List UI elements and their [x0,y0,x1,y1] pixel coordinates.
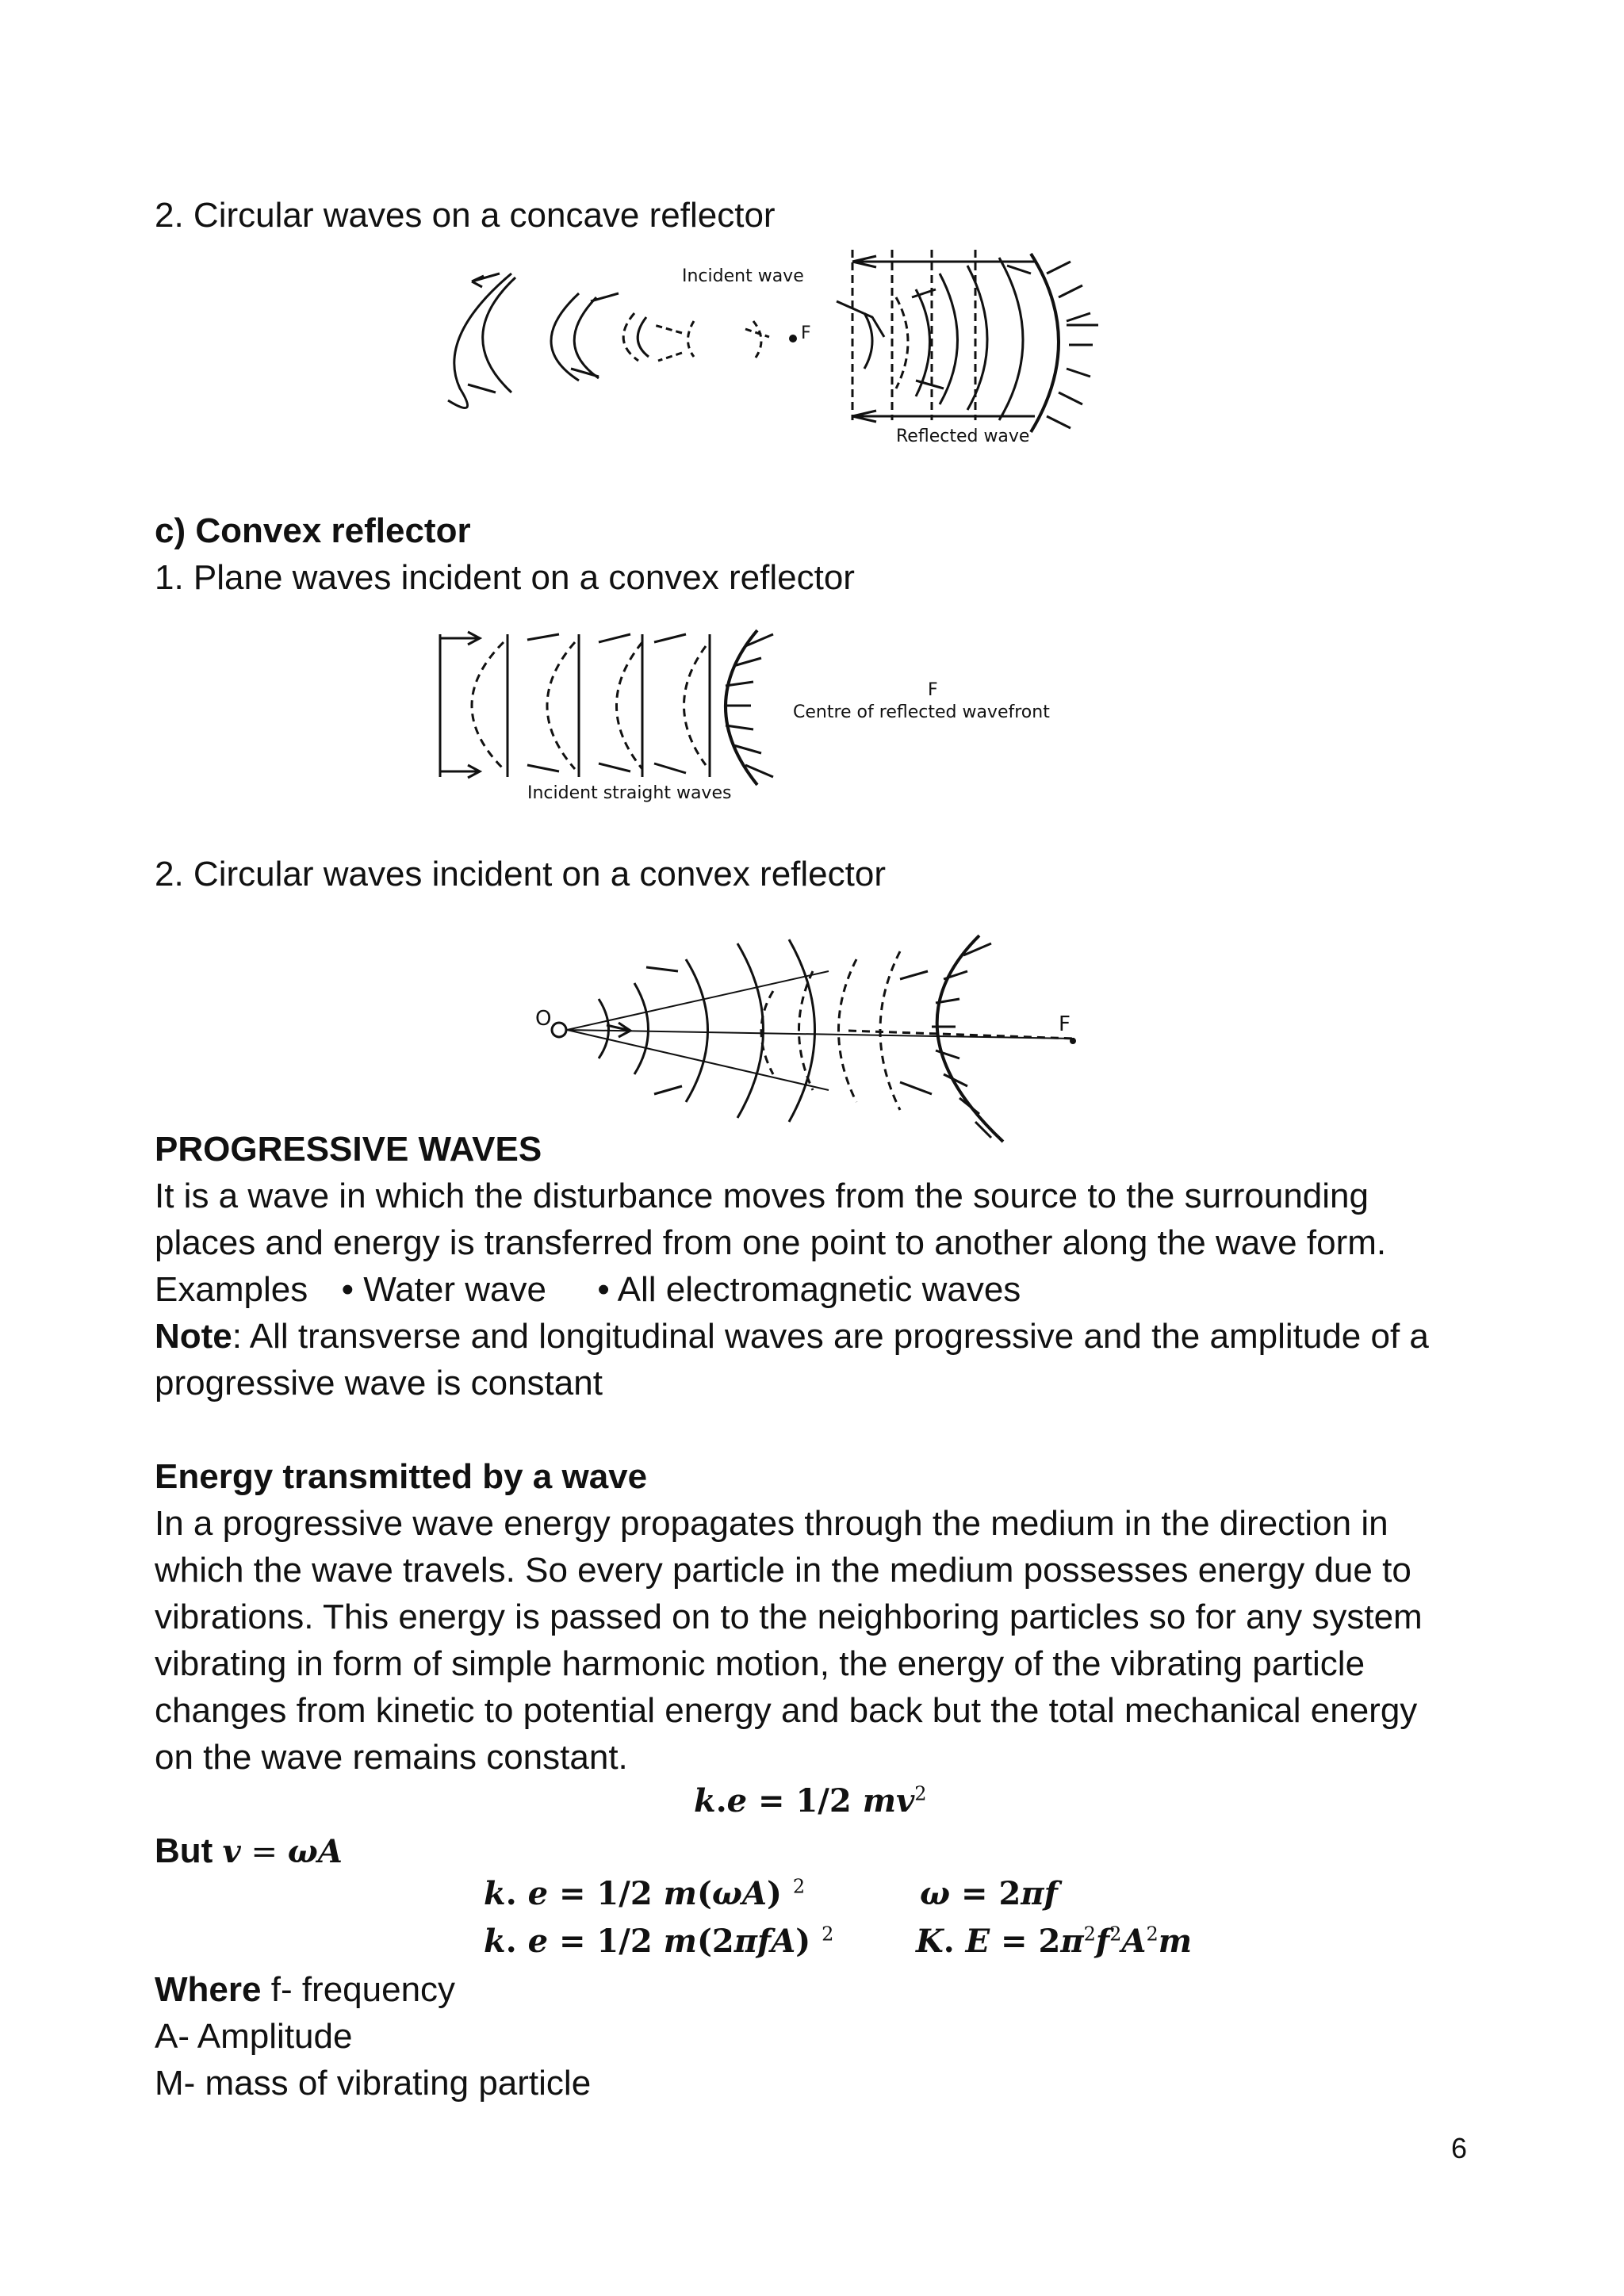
energy-line-4: vibrating in form of simple harmonic motion, the energy of the vibrating particle [155,1644,1365,1683]
where-label: Where [155,1970,262,2009]
progressive-heading: PROGRESSIVE WAVES [155,1130,542,1169]
where-line [155,1966,455,2013]
convex-focus-label: F [928,680,938,700]
example-water: Water wave [363,1270,546,1309]
convex-plane-heading: 1. Plane waves incident on a convex reflector [155,558,855,597]
equation-ke-freq: k. e = 1/2 m(2πfA) $^2$ [484,1923,834,1960]
concave-reflector-figure [420,242,1166,448]
note-text: : All transverse and longitudinal waves are progressive and the amplitude of a [232,1317,1429,1356]
note-line-2: progressive wave is constant [155,1364,603,1402]
circular-focus-label: F [1059,1012,1071,1036]
bullet-icon: • [341,1270,354,1309]
equation-ke-omega: k. e = 1/2 m(ωA) $^2$ [484,1875,806,1912]
concave-circular-heading: 2. Circular waves on a concave reflector [155,196,776,235]
but-line: But v = ωA [155,1831,343,1870]
source-label: O [535,1007,552,1031]
note-line-1 [155,1313,1429,1360]
equation-ke: k.e = 1/2 $mv^2$ [694,1782,927,1820]
energy-line-6: on the wave remains constant. [155,1738,628,1777]
reflected-wave-label: Reflected wave [896,427,1030,446]
incident-straight-label: Incident straight waves [527,783,732,803]
centre-reflected-label: Centre of reflected wavefront [793,702,1050,722]
convex-circular-figure [535,924,1090,1150]
energy-line-3: vibrations. This energy is passed on to the neighboring particles so for any system [155,1598,1423,1636]
def-frequency: f- frequency [270,1970,456,2009]
equation-omega: ω = 2πf [920,1875,1058,1912]
energy-line-1: In a progressive wave energy propagates through the medium in the direction in [155,1504,1388,1543]
energy-line-2: which the wave travels. So every particle in the medium possesses energy due to [155,1551,1411,1590]
convex-heading: c) Convex reflector [155,511,471,550]
energy-line-5: changes from kinetic to potential energy and back but the total mechanical energy [155,1691,1418,1730]
equation-ke-final: K. $E = 2\pi^2f^2A^2m$ [916,1923,1193,1960]
note-label: Note [155,1317,232,1356]
examples-label: Examples [155,1270,308,1309]
convex-plane-figure [432,622,1193,809]
bullet-icon: • [597,1270,610,1309]
def-amplitude: A- Amplitude [155,2017,353,2056]
page-number: 6 [1451,2132,1468,2164]
def-mass: M- mass of vibrating particle [155,2064,592,2103]
examples-line [155,1266,1021,1313]
progressive-line-2: places and energy is transferred from one point to another along the wave form. [155,1223,1387,1262]
convex-circular-heading: 2. Circular waves incident on a convex reflector [155,855,886,894]
but-label: But [155,1831,213,1870]
focus-label: F [801,323,811,343]
energy-heading: Energy transmitted by a wave [155,1457,648,1496]
incident-wave-label: Incident wave [682,266,804,286]
example-electromagnetic: All electromagnetic waves [617,1270,1021,1309]
progressive-line-1: It is a wave in which the disturbance moves from the source to the surrounding [155,1177,1369,1215]
equation-v: v [222,1833,241,1870]
